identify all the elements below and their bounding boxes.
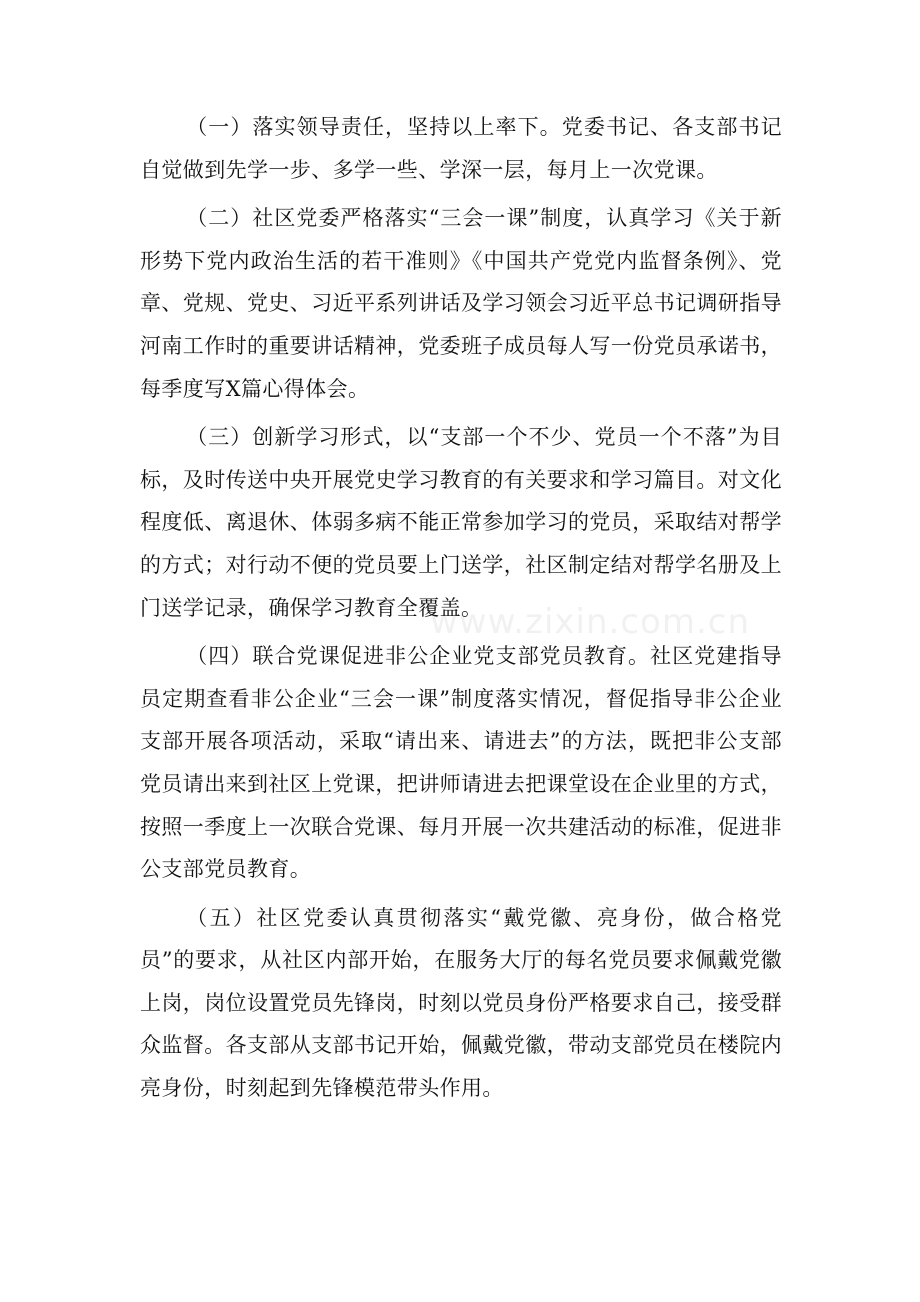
paragraph-5: （五）社区党委认真贯彻落实“戴党徽、亮身份，做合格党员”的要求，从社区内部开始，在服务大厅的每名党员要求佩戴党徽上岗，岗位设置党员先锋岗，时刻以党员身份严格要求自己，接受群众监督。各支部从支部书记开始，佩戴党徽，带动支部党员在楼院内亮身份，时刻起到先锋模范带头作用。 <box>140 905 782 1101</box>
paragraph-2: （二）社区党委严格落实“三会一课”制度，认真学习《关于新形势下党内政治生活的若干准则》《中国共产党党内监督条例》、党章、党规、党史、习近平系列讲话及学习领会习近平总书记调研指导河南工作时的重要讲话精神，党委班子成员每人写一份党员承诺书，每季度写X篇心得体会。 <box>140 206 782 401</box>
paragraph-3: （三）创新学习形式，以“支部一个不少、党员一个不落”为目标，及时传送中央开展党史学习教育的有关要求和学习篇目。对文化程度低、离退休、体弱多病不能正常参加学习的党员，采取结对帮学的方式；对行动不便的党员要上门送学，社区制定结对帮学名册及上门送学记录，确保学习教育全覆盖。 <box>140 425 782 620</box>
watermark: www.zixin.com.cn <box>430 602 750 642</box>
paragraph-1: （一）落实领导责任，坚持以上率下。党委书记、各支部书记自觉做到先学一步、多学一些、学深一层，每月上一次党课。 <box>140 115 782 182</box>
paragraph-4: （四）联合党课促进非公企业党支部党员教育。社区党建指导员定期查看非公企业“三会一课”制度落实情况，督促指导非公企业支部开展各项活动，采取“请出来、请进去”的方法，既把非公支部党员请出来到社区上党课，把讲师请进去把课堂设在企业里的方式，按照一季度上一次联合党课、每月开展一次共建活动的标准，促进非公支部党员教育。 <box>140 644 782 882</box>
document-body <box>140 106 782 1110</box>
